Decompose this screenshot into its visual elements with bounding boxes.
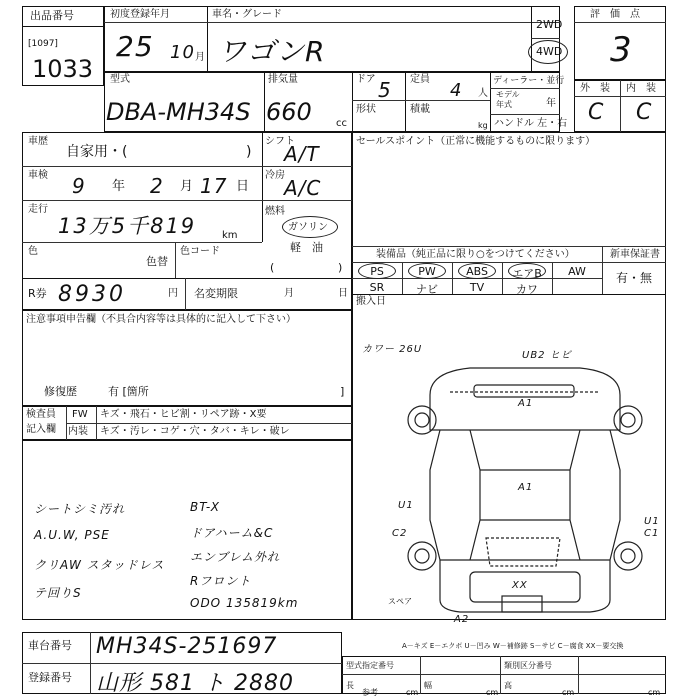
inspection-year-unit: 年 — [112, 179, 126, 194]
equipment-3: エアB — [512, 267, 542, 280]
handwritten-right-0: BT-X — [190, 500, 220, 514]
fuel-label: 燃料 — [265, 206, 285, 217]
width-label: 幅 — [424, 681, 432, 690]
type-cert-label: 型式指定番号 — [346, 661, 394, 670]
length-label: 長 — [346, 681, 354, 690]
history-value: 自家用・( — [66, 144, 128, 160]
name-change-month: 月 — [284, 288, 294, 299]
type-value: DBA-MH34S — [106, 98, 251, 126]
handwritten-left-0: シートシミ汚れ — [34, 502, 126, 516]
warranty-value: 有・無 — [616, 271, 653, 285]
shape-label: 形状 — [356, 104, 376, 115]
shift-value: A/T — [284, 142, 320, 166]
cargo-label: 積載 — [410, 104, 430, 115]
inspection-day-unit: 日 — [236, 179, 250, 194]
equipment-5: SR — [369, 281, 385, 294]
ac-value: A/C — [284, 176, 322, 200]
model-name: ワゴンR — [218, 35, 326, 68]
model-year-label-1: モデル — [496, 90, 520, 99]
interior-label: 内 装 — [626, 83, 656, 94]
r-ticket-value: 8930 — [58, 282, 126, 307]
name-change-label: 名変期限 — [194, 287, 238, 300]
plate-label: 登録番号 — [28, 671, 72, 684]
diagram-note-1: UB2 ヒビ — [522, 350, 572, 361]
capacity-value: 4 — [450, 80, 463, 101]
plate-value: 山形 581 ト 2880 — [96, 671, 294, 696]
chassis-label: 車台番号 — [28, 639, 72, 652]
diagram-note-9: A2 — [454, 614, 470, 625]
displacement-label: 排気量 — [268, 74, 298, 85]
handwritten-left-3: テ回りS — [34, 586, 82, 600]
cm-unit-2: cm — [486, 688, 499, 697]
color-label: 色 — [28, 246, 38, 257]
month-unit: 月 — [195, 52, 205, 63]
diagram-note-7: C1 — [644, 528, 660, 539]
lot-number: 1033 — [32, 55, 94, 83]
fuel-paren-open: ( — [270, 261, 275, 274]
sales-title: セールスポイント（正常に機能するものに限ります） — [356, 136, 596, 147]
diagram-note-0: カワー 26U — [362, 344, 423, 355]
delivery-label: 搬入日 — [356, 296, 386, 307]
model-name-label: 車名・グレード — [212, 9, 282, 20]
interior-items: キズ・汚レ・コゲ・穴・タバ・キレ・破レ — [100, 426, 290, 437]
inspection-month-unit: 月 — [180, 179, 194, 194]
notes-title: 注意事項申告欄（不具合内容等は具体的に記入して下さい） — [26, 314, 296, 325]
inspection-month: 2 — [150, 174, 164, 198]
handwritten-left-1: A.U.W, PSE — [34, 528, 110, 542]
fw-label: FW — [72, 409, 88, 420]
handle-label: ハンドル 左・右 — [494, 118, 568, 129]
category-label: 類別区分番号 — [504, 661, 552, 670]
drive-2wd: 2WD — [536, 18, 563, 31]
diagram-note-2: A1 — [518, 398, 534, 409]
mileage-value: 13万5千819 — [58, 214, 197, 238]
repair-close: ] — [340, 385, 345, 398]
km-unit: km — [222, 230, 238, 241]
model-year-label-2: 年式 — [496, 100, 512, 109]
ac-label: 冷房 — [265, 170, 285, 181]
inspector-label-2: 記入欄 — [26, 424, 56, 435]
interior-grade: C — [636, 100, 653, 125]
fuel-paren-close: ) — [338, 261, 343, 274]
diagram-note-8: XX — [512, 580, 528, 591]
yen-unit: 円 — [168, 288, 178, 299]
first-reg-month: 10 — [170, 42, 195, 63]
kg-unit: kg — [478, 121, 488, 130]
fuel-gas: ガソリン — [288, 222, 328, 233]
equipment-4: AW — [568, 265, 586, 278]
cc-unit: cc — [336, 118, 347, 129]
first-reg-label: 初度登録年月 — [110, 9, 170, 20]
diagram-note-4: U1 — [398, 500, 414, 511]
mileage-label: 走行 — [28, 204, 48, 215]
new-warranty-label: 新車保証書 — [610, 249, 660, 260]
dealer-label: ディーラー・並行 — [493, 76, 565, 86]
interior-items-label: 内装 — [68, 426, 88, 437]
score-label: 評 価 点 — [590, 9, 640, 20]
score-value: 3 — [610, 30, 633, 70]
exterior-grade: C — [588, 100, 605, 125]
color-change-label: 色替 — [146, 255, 168, 268]
first-reg-year: 25 — [116, 30, 154, 63]
inspection-year: 9 — [72, 174, 86, 198]
drive-4wd: 4WD — [536, 45, 563, 58]
inspector-label-1: 検査員 — [26, 409, 56, 420]
cm-unit-1: cm — [406, 688, 419, 697]
inspection-day: 17 — [200, 174, 228, 198]
capacity-label: 定員 — [410, 74, 430, 85]
handwritten-right-1: ドアハーム&C — [190, 526, 274, 540]
equipment-8: カワ — [516, 283, 538, 296]
cm-unit-3: cm — [562, 688, 575, 697]
equipment-0: PS — [370, 265, 384, 278]
history-close: ) — [246, 144, 252, 160]
name-change-day: 日 — [338, 288, 348, 299]
cm-unit-4: cm — [648, 688, 661, 697]
lot-code: [1097] — [28, 39, 58, 49]
r-ticket-label: R券 — [28, 287, 47, 300]
equipment-1: PW — [418, 265, 436, 278]
repair-label: 修復歴 — [44, 385, 77, 398]
handwritten-left-2: クリAW スタッドレス — [34, 558, 165, 572]
doors-value: 5 — [378, 78, 392, 102]
chassis-value: MH34S-251697 — [96, 634, 278, 659]
person-unit: 人 — [478, 88, 488, 99]
diagram-note-5: C2 — [392, 528, 408, 539]
fw-items: キズ・飛石・ヒビ割・リペア跡・X要 — [100, 409, 267, 420]
repair-value: 有 [箇所 — [108, 385, 149, 398]
lot-label: 出品番号 — [30, 9, 74, 22]
ref-label: 参考 — [362, 688, 378, 697]
handwritten-right-4: ODO 135819km — [190, 596, 299, 610]
exterior-label: 外 装 — [580, 83, 610, 94]
equipment-label: 装備品（純正品に限り○をつけてください） — [376, 249, 575, 260]
equipment-2: ABS — [466, 265, 488, 278]
equipment-7: TV — [469, 281, 485, 294]
diagram-note-6: U1 — [644, 516, 660, 527]
displacement-value: 660 — [266, 98, 312, 126]
shift-label: シフト — [265, 136, 295, 147]
inspection-label: 車検 — [28, 170, 48, 181]
year-unit: 年 — [546, 98, 556, 109]
fuel-diesel: 軽 油 — [290, 241, 323, 254]
handwritten-right-3: Rフロント — [190, 574, 252, 588]
equipment-6: ナビ — [416, 283, 438, 296]
type-label: 型式 — [110, 74, 130, 85]
spare-label: スペア — [388, 597, 412, 606]
history-label: 車歴 — [28, 136, 48, 147]
color-code-label: 色コード — [180, 246, 220, 257]
doors-label: ドア — [356, 74, 376, 85]
handwritten-right-2: エンブレム外れ — [190, 550, 281, 564]
diagram-note-3: A1 — [518, 482, 534, 493]
height-label: 高 — [504, 681, 512, 690]
diagram-legend: A－キズ E－エクボ U－凹み W－補修跡 S－サビ C－腐食 XX－要交換 — [402, 642, 624, 650]
